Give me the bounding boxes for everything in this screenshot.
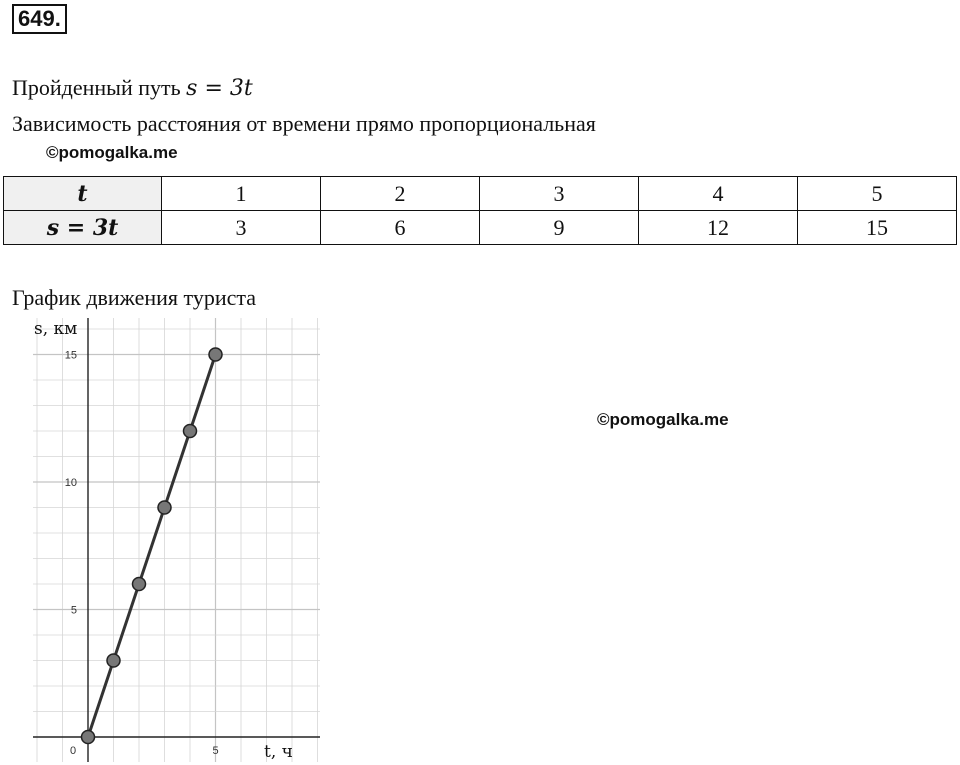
data-point: [107, 654, 120, 667]
path-formula: s = 3t: [186, 76, 253, 101]
table-cell: 2: [321, 177, 480, 211]
watermark-top: ©pomogalka.me: [46, 143, 178, 162]
x-tick-label: 0: [69, 745, 77, 757]
table-row-t: [4, 177, 957, 211]
table-cell: 12: [639, 211, 798, 245]
chart-axes: [33, 318, 320, 762]
y-tick-label: 10: [64, 477, 77, 489]
data-point: [158, 501, 171, 514]
chart-grid: [33, 318, 320, 762]
table-cell: 4: [639, 177, 798, 211]
graph-title: График движения туриста: [12, 285, 257, 310]
proportionality-statement: Зависимость расстояния от времени прямо пропорциональная: [12, 111, 596, 136]
y-tick-label: 5: [70, 604, 77, 617]
table-cell: 5: [798, 177, 957, 211]
x-axis-label: t, ч: [264, 742, 293, 762]
data-point: [209, 348, 222, 361]
table-header-t: t: [4, 177, 162, 211]
series-line: [88, 355, 216, 738]
y-axis-label: s, км: [34, 319, 78, 339]
table-header-s: s = 3t: [4, 211, 162, 245]
table-cell: 3: [162, 211, 321, 245]
x-tick-label: 5: [212, 745, 219, 757]
data-point: [184, 425, 197, 438]
motion-graph: [0, 312, 330, 765]
data-point: [82, 731, 95, 744]
table-row-s: [4, 211, 957, 245]
chart-marks: [82, 348, 223, 744]
table-cell: 1: [162, 177, 321, 211]
data-point: [133, 578, 146, 591]
problem-number: 649.: [12, 4, 67, 34]
table-cell: 6: [321, 211, 480, 245]
y-tick-label: 15: [64, 349, 77, 362]
chart-text: [34, 319, 293, 762]
table-cell: 15: [798, 211, 957, 245]
path-formula-label: Пройденный путь: [12, 75, 181, 100]
table-cell: 3: [480, 177, 639, 211]
table-cell: 9: [480, 211, 639, 245]
path-formula-line: [12, 75, 253, 102]
watermark-middle: ©pomogalka.me: [597, 410, 729, 429]
values-table: [3, 176, 957, 245]
